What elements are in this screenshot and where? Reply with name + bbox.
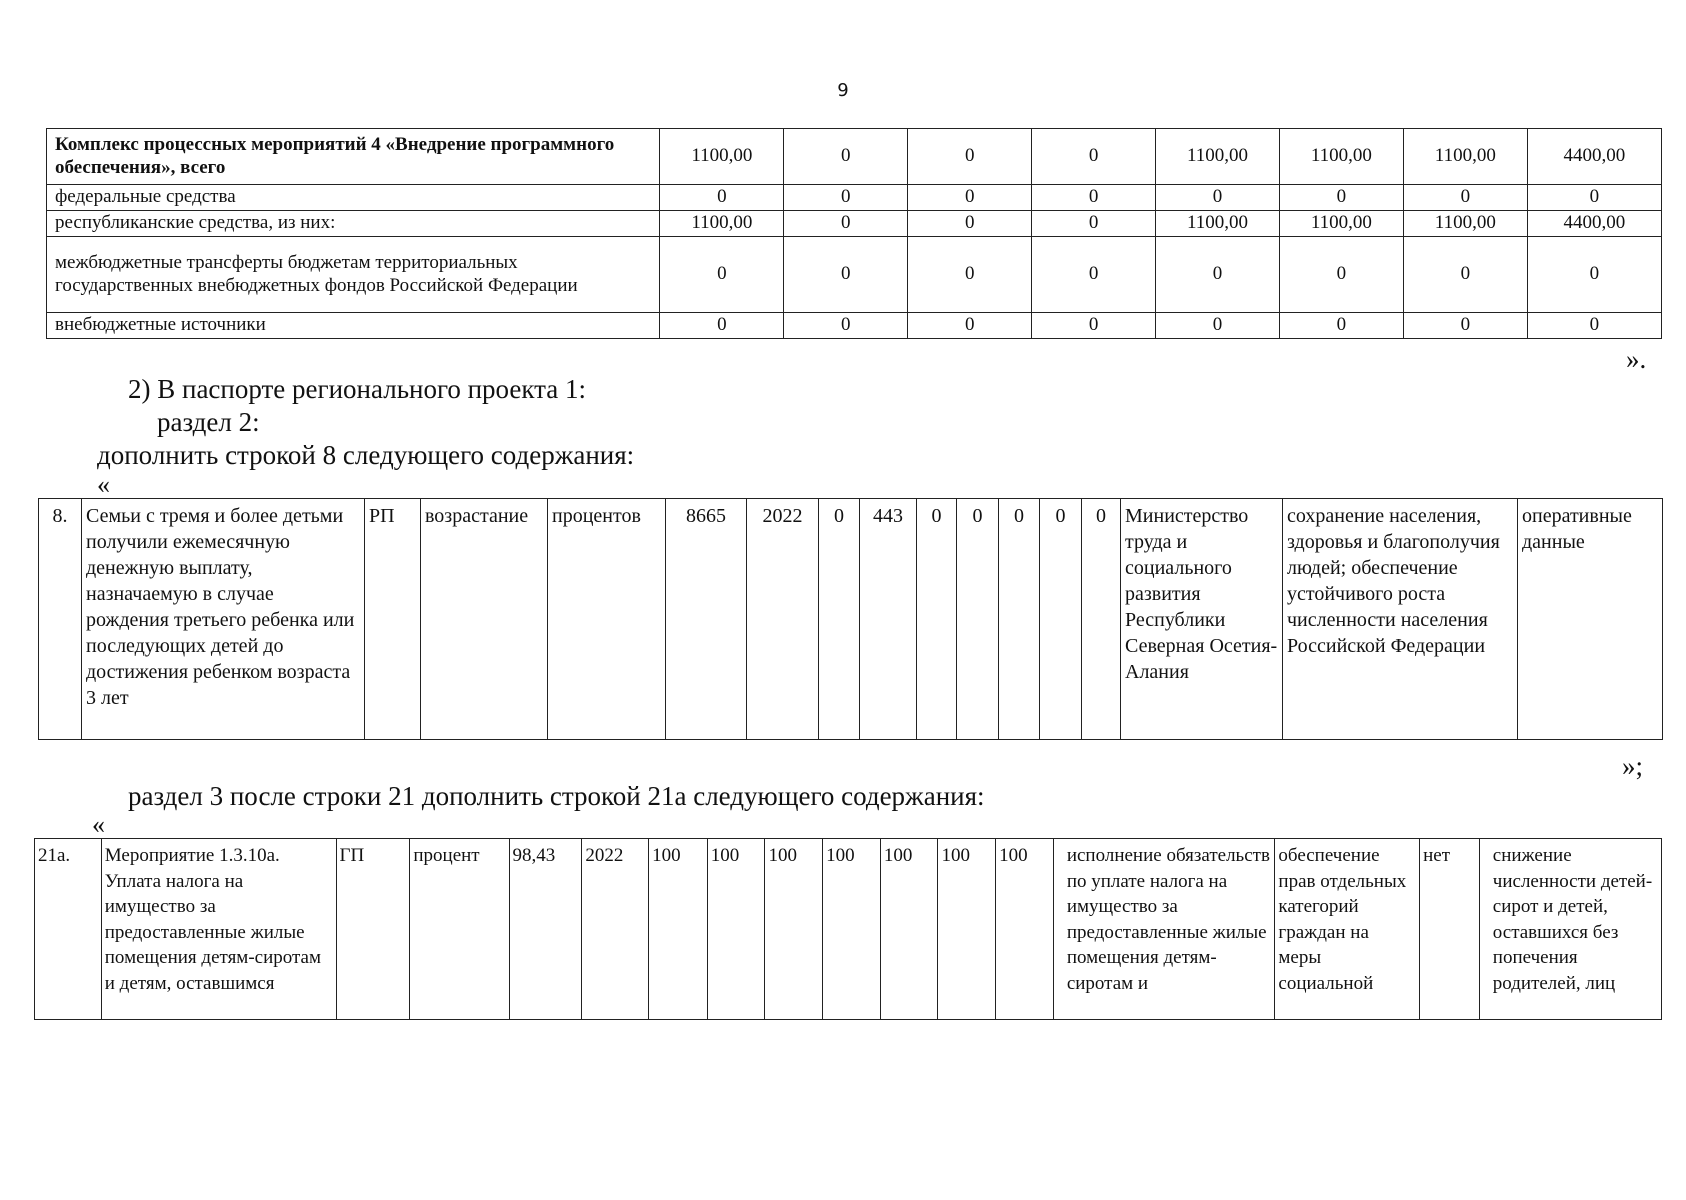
funding-value: 0 [784,313,908,339]
cell-row-number [35,839,102,1020]
funding-value: 1100,00 [660,129,784,185]
cell-text: 21а. [38,845,71,866]
funding-value: 0 [1032,211,1156,237]
funding-value: 0 [908,211,1032,237]
page-number: 9 [837,80,849,101]
paragraph2-line-1: раздел 3 после строки 21 дополнить строкой 21а следующего содержания: [128,781,985,811]
funding-value: 0 [1156,313,1280,339]
cell-level: РП [365,499,421,740]
cell-effect-description [1479,839,1661,1020]
funding-value: 1100,00 [1403,129,1527,185]
cell-value-2029 [996,839,1054,1020]
project-passport-table [38,498,1663,740]
cell-level [336,839,410,1020]
cell-value-2026: 0 [957,499,999,740]
cell-value-2028: 0 [1040,499,1082,740]
funding-value: 0 [1156,237,1280,313]
funding-value: 0 [1032,129,1156,185]
cell-value-2023 [649,839,708,1020]
funding-value: 0 [908,313,1032,339]
cell-value-2024 [707,839,765,1020]
open-quote-2: « [92,810,105,839]
funding-table [46,128,1662,339]
cell-text: обеспечение прав отдельных категорий граждан на меры социальной [1278,845,1407,994]
funding-value: 4400,00 [1527,129,1661,185]
cell-value-2025: 0 [917,499,957,740]
cell-value-2027: 0 [999,499,1040,740]
funding-value: 0 [784,211,908,237]
cell-value-2027 [880,839,938,1020]
funding-value: 0 [1156,185,1280,211]
funding-value: 0 [660,185,784,211]
funding-value: 0 [908,185,1032,211]
funding-value: 1100,00 [1279,129,1403,185]
cell-value-2029: 0 [1082,499,1121,740]
cell-text: 100 [652,845,681,866]
cell-value-2024: 443 [860,499,917,740]
cell-value-2023: 0 [819,499,860,740]
measures-table [34,838,1662,1020]
table-row [35,839,1662,1020]
cell-text: 100 [883,845,913,866]
cell-text: 100 [710,845,740,866]
funding-row-label: федеральные средства [47,185,660,211]
cell-text: процент [413,845,480,866]
cell-result-description [1053,839,1275,1020]
funding-value: 0 [1279,313,1403,339]
table-row [39,499,1663,740]
paragraph-line-3: дополнить строкой 8 следующего содержания: [97,440,635,470]
cell-info-system: оперативные данные [1518,499,1663,740]
cell-text: исполнение обязательств по уплате налога на имущество за предоставленные жилые помещения детям-сиротам и [1066,845,1270,994]
funding-value: 1100,00 [660,211,784,237]
funding-row [47,313,1662,339]
close-quote-2: »; [1622,751,1644,781]
cell-text: 100 [941,845,970,866]
cell-row-number: 8. [39,499,82,740]
funding-value: 1100,00 [1156,129,1280,185]
cell-unit: процентов [548,499,666,740]
funding-row-label: внебюджетные источники [47,313,660,339]
funding-row-label: республиканские средства, из них: [47,211,660,237]
funding-row [47,185,1662,211]
cell-text: 2022 [585,845,624,866]
funding-value: 1100,00 [1279,211,1403,237]
cell-text: снижение численности детей-сирот и детей, оставшихся без попечения родителей, лиц [1492,845,1653,994]
funding-value: 0 [784,185,908,211]
funding-value: 0 [1032,237,1156,313]
paragraph-line-1: 2) В паспорте регионального проекта 1: [128,374,586,404]
cell-value-2025 [765,839,823,1020]
cell-base-value [509,839,582,1020]
cell-unit [410,839,509,1020]
funding-value: 0 [1527,313,1661,339]
cell-national-goal-link: сохранение населения, здоровья и благополучия людей; обеспечение устойчивого роста численности населения Российской Федерации [1283,499,1518,740]
funding-value: 0 [784,129,908,185]
funding-value: 0 [1403,313,1527,339]
funding-value: 1100,00 [1403,211,1527,237]
cell-value-2026 [823,839,881,1020]
funding-value: 0 [908,129,1032,185]
funding-value: 0 [784,237,908,313]
cell-value-2028 [938,839,996,1020]
open-quote-1: « [97,470,110,499]
cell-text: 100 [768,845,797,866]
funding-value: 1100,00 [1156,211,1280,237]
funding-value: 0 [1403,185,1527,211]
cell-base-year: 2022 [747,499,819,740]
funding-value: 0 [660,313,784,339]
cell-direction: возрастание [421,499,548,740]
paragraph-line-2: раздел 2: [157,407,260,437]
cell-text: Мероприятие 1.3.10а. Уплата налога на имущество за предоставленные жилые помещения детям-сиротам и детям, оставшимся [104,845,322,994]
funding-value: 0 [908,237,1032,313]
funding-row-label: Комплекс процессных мероприятий 4 «Внедрение программного обеспечения», всего [47,129,660,185]
funding-value: 0 [1032,185,1156,211]
funding-row [47,211,1662,237]
cell-responsible-body: Министерство труда и социального развития Республики Северная Осетия-Алания [1121,499,1283,740]
funding-value: 0 [1279,237,1403,313]
cell-task-link [1275,839,1420,1020]
cell-base-value: 8665 [666,499,747,740]
funding-value: 4400,00 [1527,211,1661,237]
cell-measure-name [101,839,336,1020]
funding-value: 0 [1403,237,1527,313]
funding-row [47,129,1662,185]
cell-text: 100 [999,845,1028,866]
funding-row-label: межбюджетные трансферты бюджетам территориальных государственных внебюджетных фондов Российской Федерации [47,237,660,313]
cell-indicator-name: Семьи с тремя и более детьми получили ежемесячную денежную выплату, назначаемую в случае рождения третьего ребенка или последующих детей до достижения ребенком возраста 3 лет [82,499,365,740]
cell-text: ГП [339,845,365,866]
funding-row [47,237,1662,313]
cell-text: 100 [826,845,855,866]
cell-base-year [582,839,649,1020]
close-quote-1: ». [1626,344,1647,374]
funding-value: 0 [1527,237,1661,313]
cell-text: 98,43 [512,845,556,866]
cell-text: нет [1423,845,1450,866]
funding-value: 0 [1032,313,1156,339]
funding-value: 0 [660,237,784,313]
funding-value: 0 [1527,185,1661,211]
cell-signature-flag [1420,839,1480,1020]
funding-value: 0 [1279,185,1403,211]
